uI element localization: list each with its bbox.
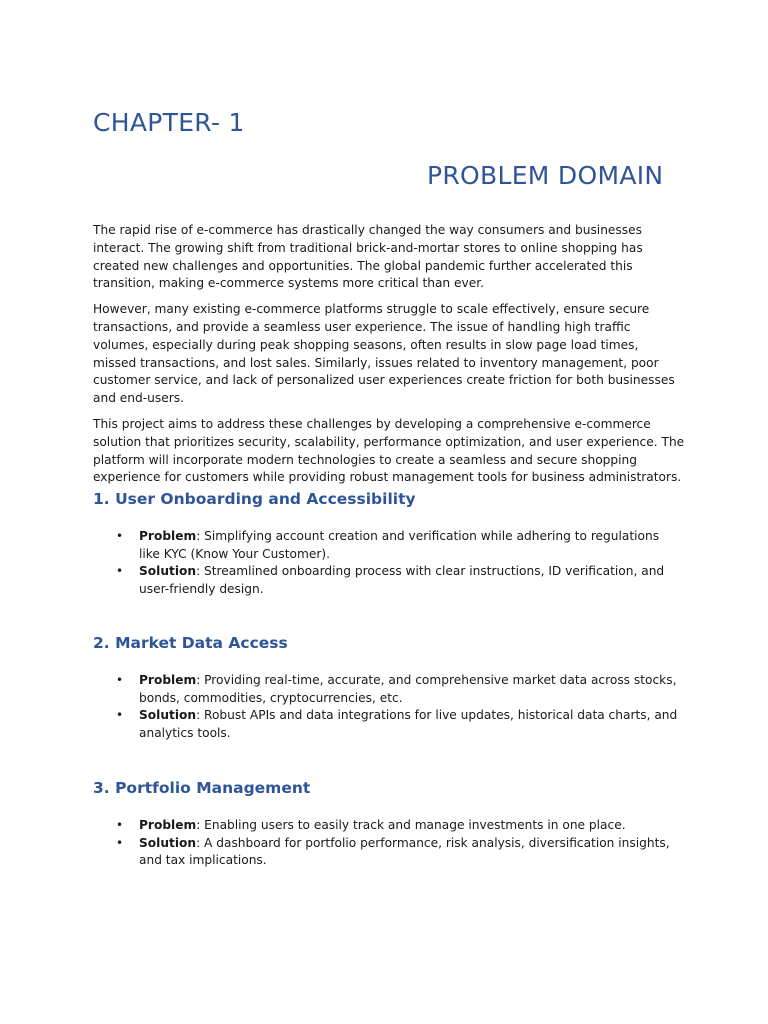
page-title: PROBLEM DOMAIN bbox=[427, 161, 664, 190]
section-heading: 1. User Onboarding and Accessibility bbox=[93, 490, 416, 508]
list-item bbox=[116, 672, 679, 707]
item-text: : Simplifying account creation and verification while adhering to regulations like KYC (Know Your Customer). bbox=[139, 529, 660, 561]
item-text: : A dashboard for portfolio performance, risk analysis, diversification insights, and tax implications. bbox=[139, 835, 670, 868]
item-label: Solution bbox=[139, 708, 197, 723]
list-item bbox=[116, 528, 679, 563]
list-item bbox=[116, 835, 679, 870]
bullet-icon: • bbox=[116, 564, 124, 579]
bullet-icon: • bbox=[116, 708, 124, 723]
section-heading: 2. Market Data Access bbox=[93, 634, 288, 652]
item-text: : Providing real-time, accurate, and comprehensive market data across stocks, bonds, commodities, cryptocurrencies, etc. bbox=[139, 673, 677, 705]
bullet-icon: • bbox=[116, 818, 124, 832]
paragraph: However, many existing e-commerce platforms struggle to scale effectively, ensure secure transactions, and provide a seamless user experience. The issue of handling high traffic volumes, especially during peak shopping seasons, often results in slow page load times, missed transactions, and lost sales. Similarly, issues related to inventory management, poor customer service, and lack of personalized user experiences create friction for both businesses and end-users. bbox=[93, 302, 675, 406]
bullet-list bbox=[116, 528, 679, 599]
intro-text bbox=[93, 222, 685, 495]
item-label: Solution bbox=[139, 564, 197, 579]
item-label: Solution bbox=[139, 835, 197, 850]
bullet-icon: • bbox=[116, 529, 124, 543]
chapter-label: CHAPTER- 1 bbox=[93, 108, 245, 137]
list-item bbox=[116, 707, 679, 742]
section-heading: 3. Portfolio Management bbox=[93, 779, 311, 797]
bullet-list bbox=[116, 817, 679, 870]
item-label: Problem bbox=[139, 529, 197, 543]
item-label: Problem bbox=[139, 673, 197, 687]
item-text: : Enabling users to easily track and manage investments in one place. bbox=[196, 818, 626, 832]
item-text: : Robust APIs and data integrations for live updates, historical data charts, and analytics tools. bbox=[139, 708, 678, 741]
bullet-icon: • bbox=[116, 673, 124, 687]
list-item bbox=[116, 563, 679, 598]
list-item bbox=[116, 817, 679, 835]
item-text: : Streamlined onboarding process with clear instructions, ID verification, and user-friendly design. bbox=[139, 564, 665, 597]
paragraph: This project aims to address these challenges by developing a comprehensive e-commerce solution that prioritizes security, scalability, performance optimization, and user experience. The platform will incorporate modern technologies to create a seamless and secure shopping experience for customers while providing robust management tools for business administrators. bbox=[93, 416, 685, 485]
bullet-list bbox=[116, 672, 679, 743]
paragraph: The rapid rise of e-commerce has drastically changed the way consumers and businesses interact. The growing shift from traditional brick-and-mortar stores to online shopping has created new challenges and opportunities. The global pandemic further accelerated this transition, making e-commerce systems more critical than ever. bbox=[93, 223, 643, 291]
item-label: Problem bbox=[139, 818, 197, 832]
bullet-icon: • bbox=[116, 835, 124, 850]
